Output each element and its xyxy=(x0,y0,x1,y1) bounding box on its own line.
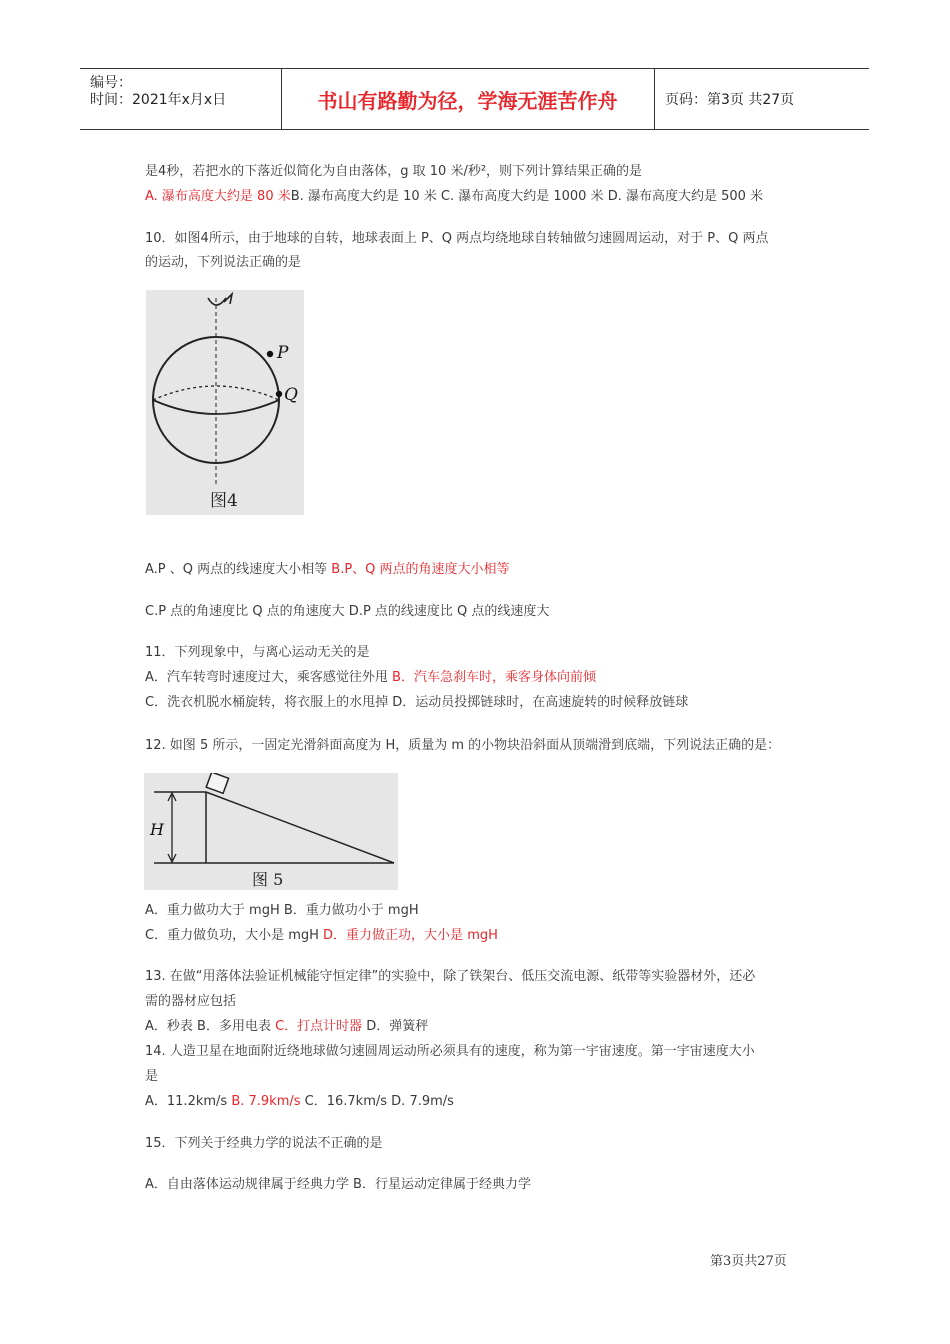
q11-options-ab xyxy=(145,666,596,685)
figure-4-background xyxy=(146,290,304,515)
figure-4-caption: 图4 xyxy=(210,491,238,511)
q14-answer-b: B. 7.9km/s xyxy=(231,1094,301,1109)
q10-stem-1: 10．如图4所示，由于地球的自转，地球表面上 P、Q 两点均绕地球自转轴做匀速圆周运动，对于 P、Q 两点 xyxy=(145,231,769,246)
q10-answer-b: B.P、Q 两点的角速度大小相等 xyxy=(331,562,510,577)
header-info-cell xyxy=(80,69,282,129)
figure-5-incline xyxy=(144,773,398,890)
q14-stem-2: 是 xyxy=(145,1069,159,1084)
page-footer: 第3页共27页 xyxy=(710,1254,787,1269)
q9-answer-a: A. 瀑布高度大约是 80 米 xyxy=(145,189,291,204)
q9-options-rest: B. 瀑布高度大约是 10 米 C. 瀑布高度大约是 1000 米 D. 瀑布高度大约是 500 米 xyxy=(290,189,764,204)
q12-stem: 12. 如图 5 所示，一固定光滑斜面高度为 H，质量为 m 的小物块沿斜面从顶端滑到底端，下列说法正确的是： xyxy=(145,738,781,753)
point-p xyxy=(267,351,273,357)
q13-stem-2: 需的器材应包括 xyxy=(145,994,237,1009)
q13-stem-1: 13. 在做“用落体法验证机械能守恒定律”的实验中，除了铁架台、低压交流电源、纸带等实验器材外，还必 xyxy=(145,969,756,984)
header-motto-cell xyxy=(281,69,655,129)
q10-options-ab xyxy=(145,558,510,577)
q11-stem: 11．下列现象中，与离心运动无关的是 xyxy=(145,645,370,660)
label-q: Q xyxy=(284,385,298,405)
q9-stem: 是4秒，若把水的下落近似简化为自由落体，g 取 10 米/秒²，则下列计算结果正确的是 xyxy=(145,164,643,179)
q12-options-ab: A．重力做功大于 mgH B．重力做功小于 mgH xyxy=(145,903,419,918)
figure-5-caption: 图 5 xyxy=(252,870,284,889)
page-code: 页码：第3页 共27页 xyxy=(665,92,795,108)
q11-opt-a: A．汽车转弯时速度过大，乘客感觉往外甩 xyxy=(145,670,393,685)
q10-opt-a: A.P 、Q 两点的线速度大小相等 xyxy=(145,562,332,577)
q10-options-cd: C.P 点的角速度比 Q 点的角速度大 D.P 点的线速度比 Q 点的线速度大 xyxy=(145,604,550,619)
motto: 书山有路勤为径，学海无涯苦作舟 xyxy=(317,89,618,113)
q14-opt-cd: C．16.7km/s D. 7.9m/s xyxy=(300,1094,454,1109)
header-page-cell xyxy=(655,69,869,129)
q10-stem-2: 的运动，下列说法正确的是 xyxy=(145,255,302,270)
q11-answer-b: B．汽车急刹车时，乘客身体向前倾 xyxy=(392,670,596,685)
height-label: H xyxy=(150,820,164,839)
point-q xyxy=(276,391,282,397)
q12-opt-c: C．重力做负功，大小是 mgH xyxy=(145,928,324,943)
q15-stem: 15．下列关于经典力学的说法不正确的是 xyxy=(145,1136,383,1151)
q9-options xyxy=(145,185,763,204)
q12-answer-d: D．重力做正功，大小是 mgH xyxy=(323,928,498,943)
q14-stem-1: 14. 人造卫星在地面附近绕地球做匀速圆周运动所必须具有的速度，称为第一宇宙速度。第一宇宙速度大小 xyxy=(145,1044,755,1059)
q12-options-cd xyxy=(145,924,498,943)
label-p: P xyxy=(277,343,289,363)
q13-opt-d: D．弹簧秤 xyxy=(362,1019,429,1034)
page-header xyxy=(80,68,869,130)
q13-options xyxy=(145,1015,428,1034)
q13-answer-c: C．打点计时器 xyxy=(275,1019,363,1034)
q14-opt-a: A．11.2km/s xyxy=(145,1094,232,1109)
q14-options xyxy=(145,1090,454,1109)
number-label: 编号： xyxy=(90,75,132,91)
q15-options-ab: A．自由落体运动规律属于经典力学 B．行星运动定律属于经典力学 xyxy=(145,1177,531,1192)
q13-opt-ab: A．秒表 B．多用电表 xyxy=(145,1019,276,1034)
date-line: 时间：2021年x月x日 xyxy=(90,92,227,108)
q11-options-cd: C．洗衣机脱水桶旋转，将衣服上的水甩掉 D．运动员投掷链球时，在高速旋转的时候释放链球 xyxy=(145,695,689,710)
figure-4-earth xyxy=(146,290,304,515)
